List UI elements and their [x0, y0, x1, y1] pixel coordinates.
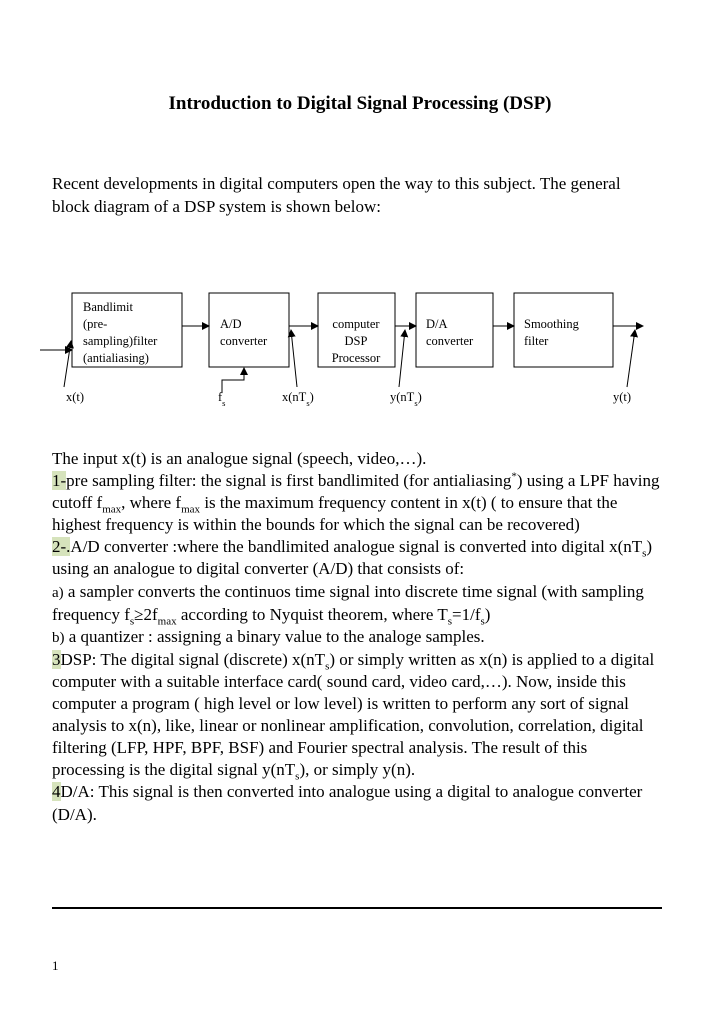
signal-label-ynts: $y(nT_s)$	[390, 390, 422, 408]
paragraph-step-4: 4D/A: This signal is then converted into analogue using a digital to analogue converter (D/A).	[52, 782, 643, 824]
signal-label-xt: x(t)	[66, 390, 85, 404]
block-label: Bandlimit	[83, 300, 133, 314]
paragraph-step-2b: b) a quantizer : assigning a binary value to the analoge samples.	[52, 626, 485, 646]
block-label: D/A	[426, 317, 448, 331]
block-label: Smoothing	[524, 317, 579, 331]
block-label: converter	[220, 334, 268, 348]
dsp-block-diagram	[0, 280, 720, 420]
step-number: 2-.	[52, 537, 71, 557]
block-label: converter	[426, 334, 474, 348]
block-label: (pre-	[83, 317, 108, 331]
paragraph-step-2a: a) a sampler converts the continuos time signal into discrete time signal (with sampling frequency $f_s\ge 2f_{max}$ according to Nyquist theorem, where $T_s=1/f_s$)	[52, 581, 644, 628]
signal-label-yt: y(t)	[613, 390, 632, 404]
signal-label-fs: $f_s$	[218, 390, 226, 408]
step-number: 3	[52, 649, 61, 669]
xnts-pointer	[291, 330, 297, 387]
paragraph-step-1: 1-pre sampling filter: the signal is first bandlimited (for antialiasing*) using a LPF having cutoff $f_{max}$, where $f_{max}$ is the maximum frequency content in x(t) ( to ensure that the highest frequency is within the bounds for which the signal can be recovered)	[52, 470, 660, 535]
page-title: Introduction to Digital Signal Processing (DSP)	[168, 93, 552, 114]
block-label: Processor	[331, 351, 381, 365]
footer-rule	[52, 907, 662, 909]
block-label: computer	[332, 317, 380, 331]
fs-pointer	[222, 368, 244, 393]
paragraph-step-2: 2-.A/D converter :where the bandlimited analogue signal is converted into digital $x(nT_s)$ using an analogue to digital converter (A/D) that consists of:	[52, 537, 653, 579]
step-number: 1-	[52, 471, 67, 491]
block-label: sampling)filter	[83, 334, 158, 348]
step-number: 4	[52, 782, 61, 802]
page-number: 1	[52, 958, 59, 973]
paragraph-input: The input x(t) is an analogue signal (speech, video,…).	[52, 449, 427, 468]
yt-pointer	[627, 330, 635, 387]
xt-pointer	[64, 341, 71, 387]
block-label: filter	[524, 334, 549, 348]
intro-paragraph: Recent developments in digital computers open the way to this subject. The general block diagram of a DSP system is shown below:	[52, 174, 621, 216]
signal-label-xnts: $x(nT_s)$	[282, 390, 314, 408]
body-text	[52, 448, 662, 826]
paragraph-step-3: 3DSP: The digital signal (discrete) $x(nT_s)$ or simply written as x(n) is applied to a digital computer with a suitable interface card( sound card, video card,…). Now, inside this computer a program ( high level or low level) is written to perform any sort of signal analysis to x(n), like, linear or nonlinear amplification, convolution, correlation, digital filtering (LFP, HPF, BPF, BSF) and Fourier spectral analysis. The result of this processing is the digital signal $y(nT_s)$, or simply y(n).	[52, 649, 655, 783]
block-label: A/D	[220, 317, 242, 331]
ynts-pointer	[399, 330, 405, 387]
block-label: (antialiasing)	[83, 351, 149, 365]
block-label: DSP	[344, 334, 368, 348]
